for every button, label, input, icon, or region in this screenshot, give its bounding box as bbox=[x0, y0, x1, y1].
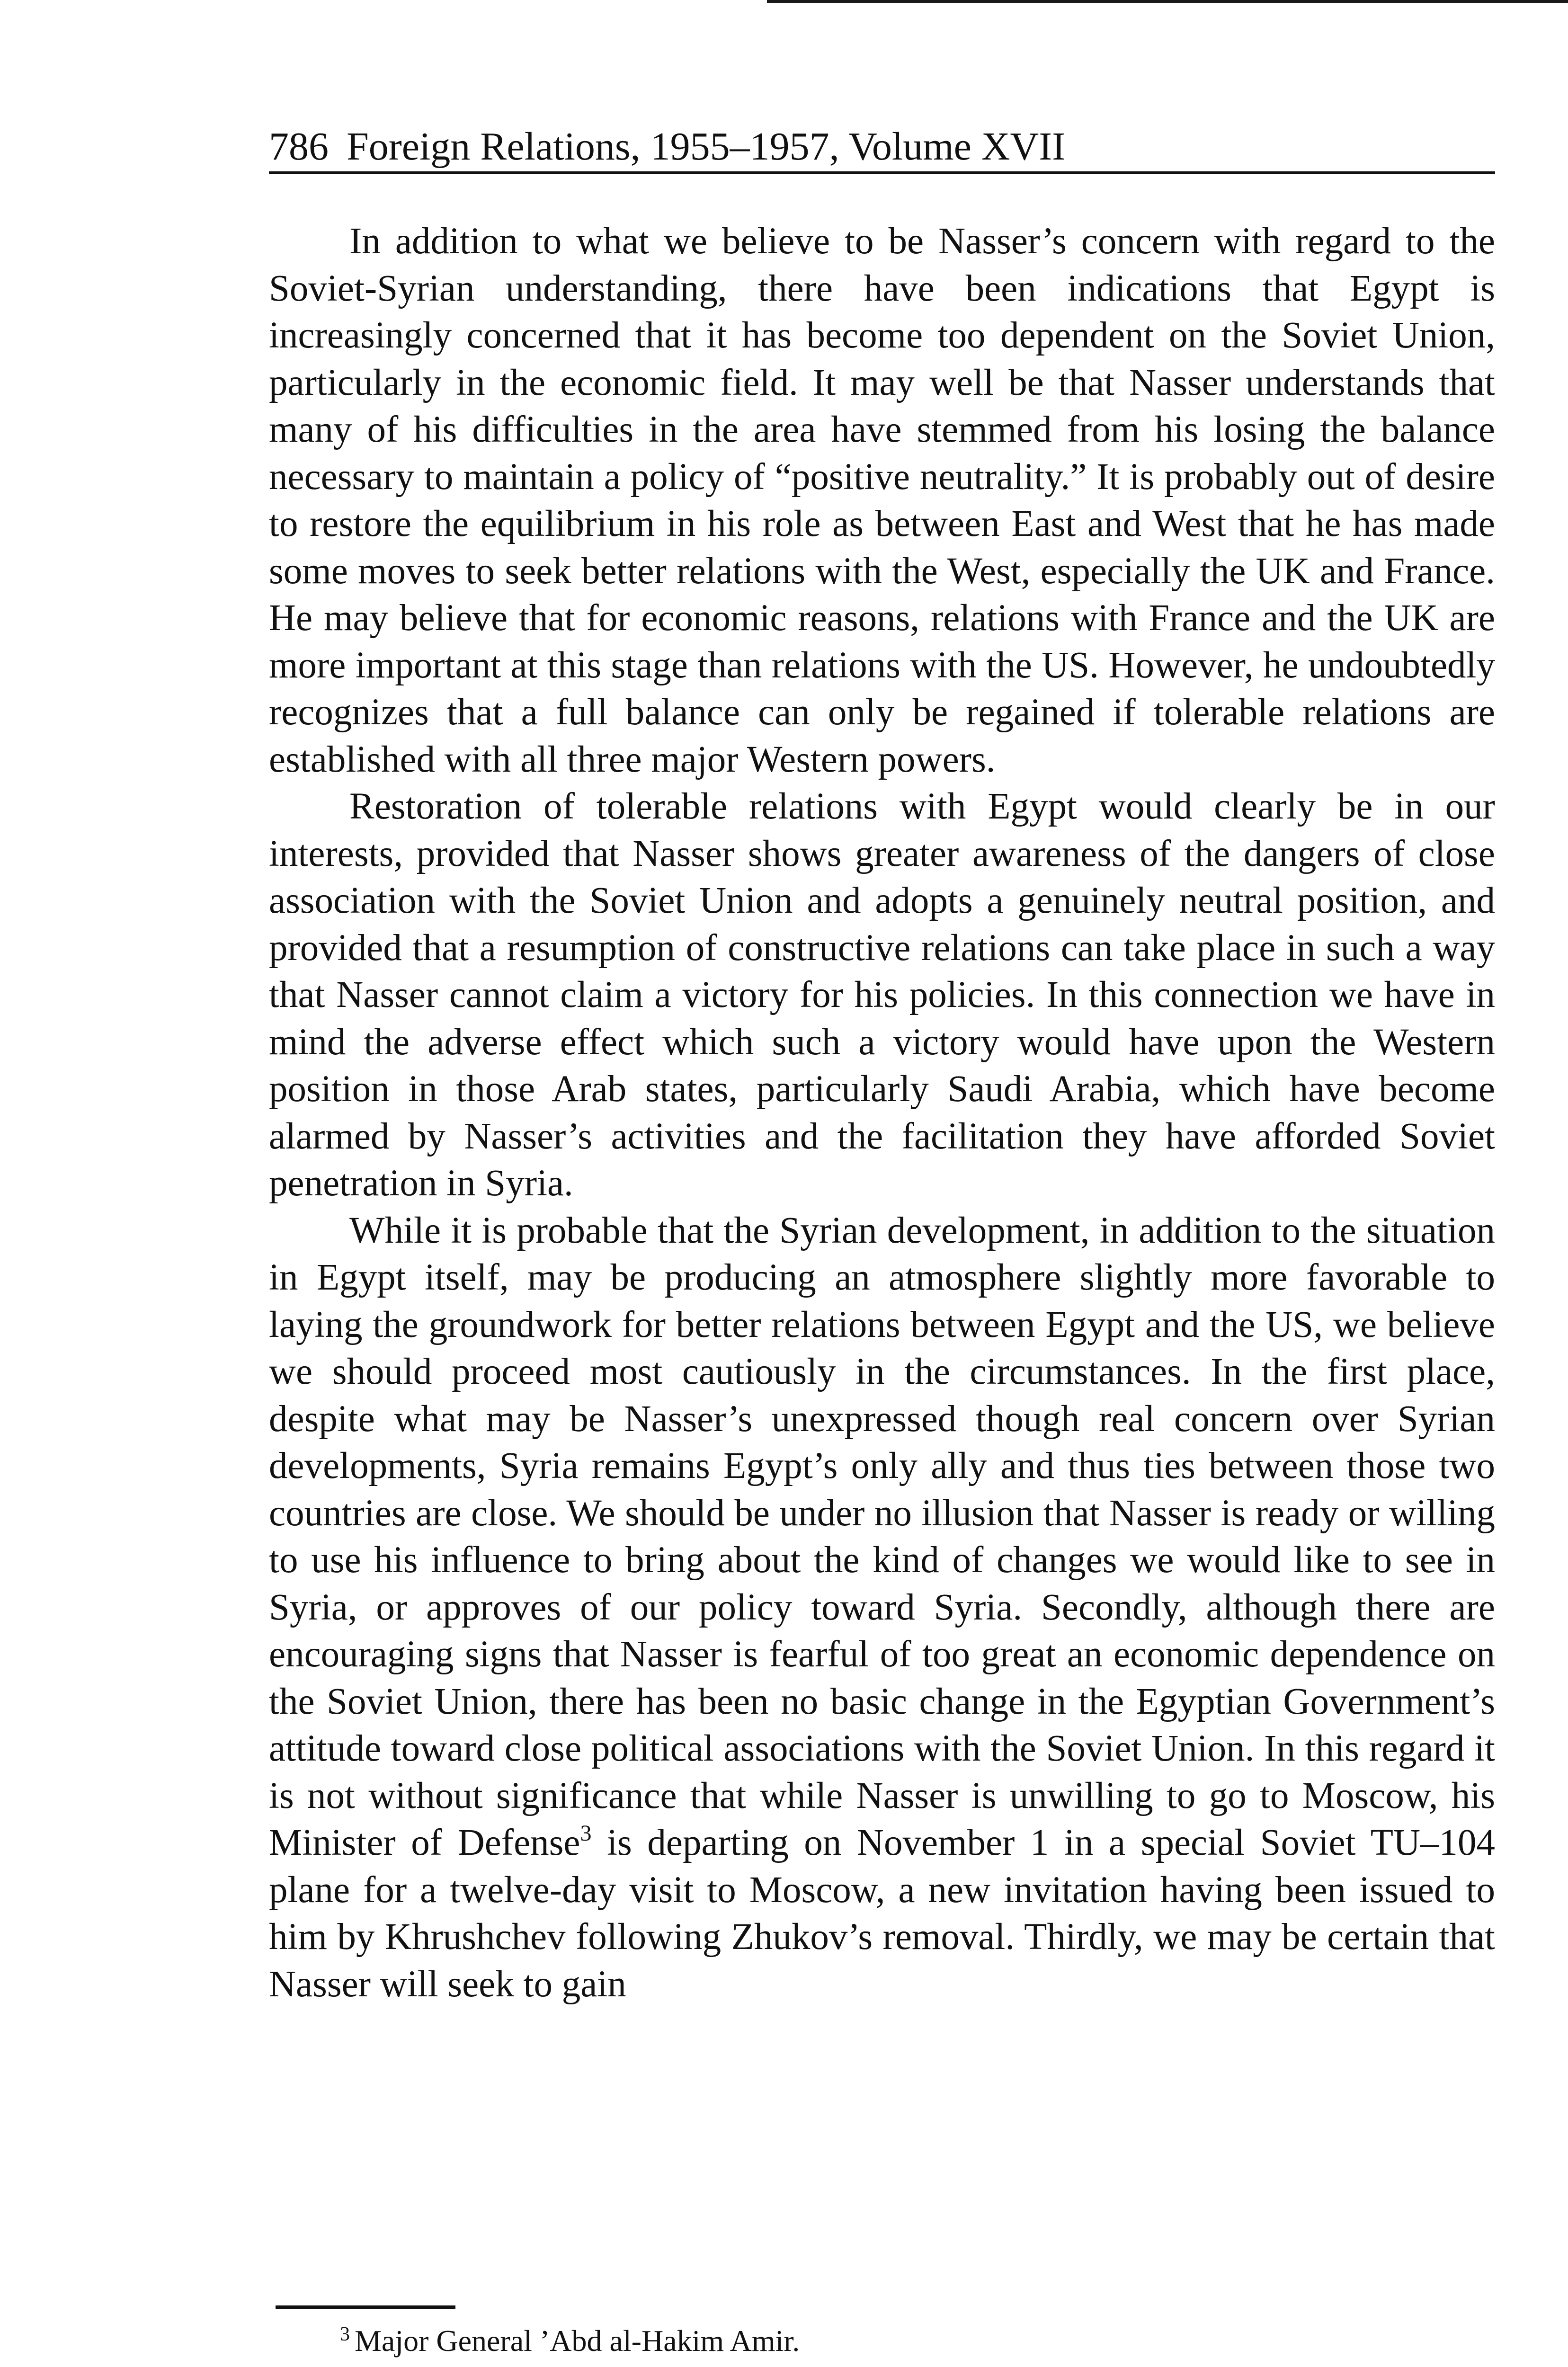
scan-edge-line bbox=[767, 0, 1568, 3]
running-header bbox=[269, 127, 1495, 174]
paragraph-text: is departing on November 1 in a special Soviet TU–104 plane for a twelve-day visit to Moscow, a new invitation having been issued to him by Khrushchev following Zhukov’s removal. Thirdly, we may be certain that Nasser will seek to gain bbox=[269, 1822, 1495, 2005]
footnote-text: Major General ’Abd al-Hakim Amir. bbox=[355, 2324, 800, 2358]
running-title: Foreign Relations, 1955–1957, Volume XVII bbox=[347, 125, 1066, 169]
paragraph-text: While it is probable that the Syrian development, in addition to the situation in Egypt itself, may be producing an atmosphere slightly more favorable to laying the groundwork for better relations between Egypt and the US, we believe we should proceed most cautiously in the circumstances. In the first place, despite what may be Nasser’s unexpressed though real concern over Syrian developments, Syria remains Egypt’s only ally and thus ties between those two countries are close. We should be under no illusion that Nasser is ready or willing to use his influence to bring about the kind of changes we would like to see in Syria, or approves of our policy toward Syria. Secondly, although there are encouraging signs that Nasser is fearful of too great an economic dependence on the Soviet Union, there has been no basic change in the Egyptian Government’s attitude toward close political associations with the Soviet Union. In this regard it is not without significance that while Nasser is unwilling to go to Moscow, his Minister of Defense bbox=[269, 1210, 1495, 1863]
footnote-divider bbox=[276, 2305, 455, 2309]
body-text bbox=[269, 218, 1495, 2008]
paragraph: Restoration of tolerable relations with Egypt would clearly be in our interests, provided that Nasser shows greater awareness of the dangers of close association with the Soviet Union and adopts a genuinely neutral position, and provided that a resumption of constructive relations can take place in such a way that Nasser cannot claim a victory for his policies. In this connection we have in mind the adverse effect which such a victory would have upon the Western position in those Arab states, particularly Saudi Arabia, which have become alarmed by Nasser’s activities and the facilitation they have afforded Soviet penetration in Syria. bbox=[269, 786, 1495, 1204]
footnote-reference: 3 bbox=[580, 1821, 592, 1846]
footnote bbox=[340, 2323, 800, 2358]
document-page bbox=[269, 127, 1495, 2008]
footnote-marker: 3 bbox=[340, 2323, 350, 2345]
paragraph bbox=[269, 1207, 1495, 2008]
page-number: 786 bbox=[269, 125, 329, 169]
paragraph: In addition to what we believe to be Nasser’s concern with regard to the Soviet-Syrian understanding, there have been indications that Egypt is increasingly concerned that it has become too dependent on the Soviet Union, particularly in the economic field. It may well be that Nasser understands that many of his difficulties in the area have stemmed from his losing the balance necessary to maintain a policy of “positive neutrality.” It is probably out of desire to restore the equilibrium in his role as between East and West that he has made some moves to seek better relations with the West, especially the UK and France. He may believe that for economic reasons, relations with France and the UK are more important at this stage than relations with the US. However, he undoubtedly recognizes that a full balance can only be regained if tolerable relations are established with all three major Western powers. bbox=[269, 221, 1495, 780]
